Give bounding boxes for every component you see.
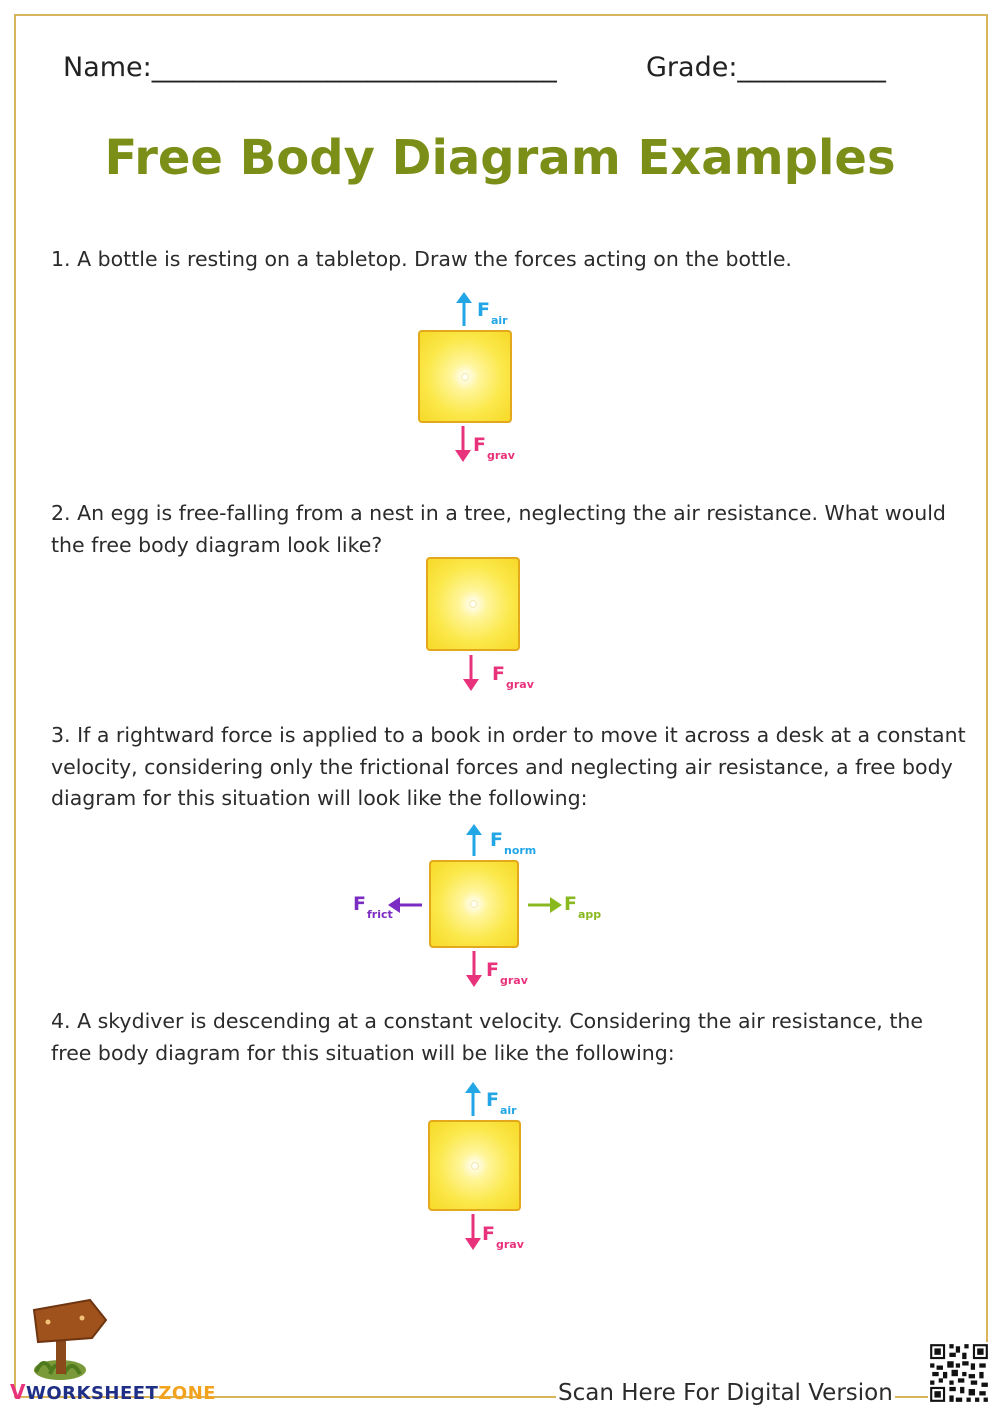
page-title: Free Body Diagram Examples: [104, 130, 896, 186]
force-label-air: $F_{air}$: [486, 1089, 517, 1117]
force-arrow-right-app: [528, 895, 562, 915]
name-field[interactable]: Name:______________________________: [63, 52, 557, 83]
question-3-text: 3. If a rightward force is applied to a book in order to move it across a desk at a constant velocity, considering only the frictional forces and neglecting air resistance, a free body diagram for this situation will look like the following:: [51, 723, 966, 810]
force-arrow-up-air: [463, 1082, 483, 1116]
qr-code-icon[interactable]: [928, 1342, 990, 1404]
object-box-bottle: [418, 330, 512, 423]
force-label-grav: $F_{grav}$: [482, 1223, 524, 1251]
object-box-egg: [426, 557, 520, 651]
force-label-grav: $F_{grav}$: [486, 959, 528, 987]
footer-divider: [254, 1396, 556, 1398]
force-arrow-down-grav: [463, 1214, 483, 1250]
question-4-text: 4. A skydiver is descending at a constant velocity. Considering the air resistance, the free body diagram for this situation will be like the following:: [51, 1009, 923, 1065]
force-arrow-up-air: [454, 292, 474, 326]
force-arrow-down-grav: [461, 655, 481, 691]
question-2-text: 2. An egg is free-falling from a nest in a tree, neglecting the air resistance. What would the free body diagram look like?: [51, 501, 946, 557]
force-label-air: $F_{air}$: [477, 299, 508, 327]
student-info-row: [63, 52, 933, 83]
force-label-frict: $F_{frict}$: [353, 893, 393, 921]
force-arrow-left-frict: [388, 895, 422, 915]
brand-logo: VWORKSHEETZONE: [10, 1380, 217, 1404]
grade-field[interactable]: Grade:___________: [646, 52, 886, 83]
question-1-text: 1. A bottle is resting on a tabletop. Draw the forces acting on the bottle.: [51, 247, 792, 271]
object-box-skydiver: [428, 1120, 521, 1211]
force-label-app: $F_{app}$: [564, 893, 602, 921]
force-label-grav: $F_{grav}$: [473, 434, 515, 462]
force-arrow-down-grav: [464, 951, 484, 987]
object-box-book: [429, 860, 519, 948]
force-arrow-up-norm: [464, 824, 484, 856]
signpost-logo-icon: [30, 1292, 110, 1382]
scan-caption: Scan Here For Digital Version: [558, 1380, 893, 1406]
force-arrow-down-grav: [453, 426, 473, 462]
force-label-grav: $F_{grav}$: [492, 663, 534, 691]
force-label-norm: $F_{norm}$: [490, 829, 537, 857]
